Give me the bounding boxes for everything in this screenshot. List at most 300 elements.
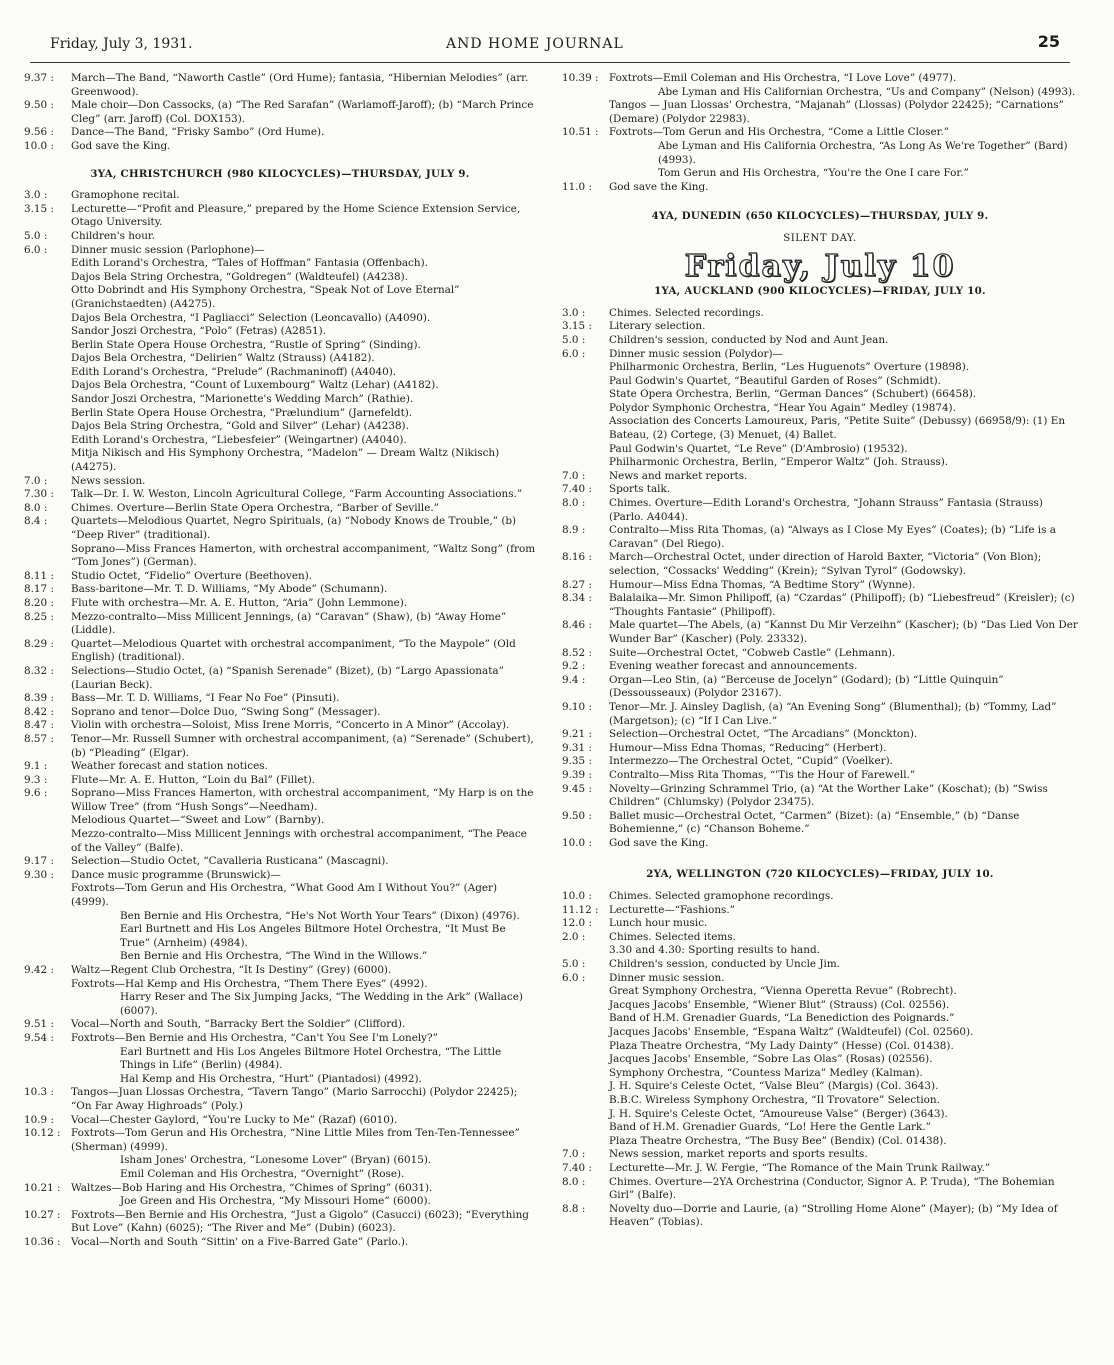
entry-text: Philharmonic Orchestra, Berlin, “Emperor Waltz” (Joh. Strauss). bbox=[609, 456, 949, 469]
program-entry bbox=[24, 1236, 536, 1250]
program-entry bbox=[24, 597, 536, 611]
entry-text: Studio Octet, “Fidelio” Overture (Beethoven). bbox=[71, 569, 313, 582]
entry-text: Edith Lorand's Orchestra, “Prelude” (Rachmaninoff) (A4040). bbox=[71, 365, 397, 378]
entry-time: 8.42 : bbox=[24, 705, 54, 718]
entry-text: Paul Godwin's Quartet, “Beautiful Garden of Roses” (Schmidt). bbox=[609, 374, 941, 387]
entry-time: 9.50 : bbox=[562, 809, 592, 822]
entry-text: Dajos Bela String Orchestra, “Gold and Silver” (Lehar) (A4238). bbox=[71, 420, 409, 433]
program-entry bbox=[24, 882, 536, 909]
entry-time bbox=[24, 284, 71, 311]
entry-text: Children's session, conducted by Uncle Jim. bbox=[609, 958, 840, 971]
program-entry bbox=[562, 999, 1078, 1013]
listing-2ya bbox=[562, 890, 1078, 1230]
entry-text: Violin with orchestra—Soloist, Miss Irene Morris, “Concerto in A Minor” (Accolay). bbox=[71, 719, 510, 732]
entry-text: Sports talk. bbox=[609, 483, 671, 496]
right-column bbox=[562, 72, 1078, 1230]
program-entry bbox=[562, 307, 1078, 321]
entry-time: 10.27 : bbox=[24, 1208, 61, 1221]
program-entry bbox=[24, 257, 536, 271]
section-heading-1ya: 1YA, AUCKLAND (900 KILOCYCLES)—FRIDAY, JULY 10. bbox=[654, 285, 986, 298]
entry-text: Dajos Bela Orchestra, “Delirien” Waltz (Strauss) (A4182). bbox=[71, 352, 375, 365]
entry-text: Ben Bernie and His Orchestra, “He's Not Worth Your Tears” (Dixon) (4976). bbox=[120, 909, 520, 922]
entry-time bbox=[24, 882, 71, 909]
entry-text: Contralto—Miss Rita Thomas, “'Tis the Hour of Farewell.” bbox=[609, 768, 916, 781]
entry-time: 8.39 : bbox=[24, 692, 54, 705]
entry-time bbox=[562, 1026, 609, 1040]
entry-text: Quartets—Melodious Quartet, Negro Spirituals, (a) “Nobody Knows de Trouble,” (b) “Deep River” (traditional). bbox=[71, 515, 517, 541]
entry-text: Dajos Bela Orchestra, “I Pagliacci” Selection (Leoncavallo) (A4090). bbox=[71, 311, 431, 324]
program-entry bbox=[562, 755, 1078, 769]
program-entry bbox=[24, 1018, 536, 1032]
entry-text: B.B.C. Wireless Symphony Orchestra, “Il Trovatore” Selection. bbox=[609, 1093, 940, 1106]
entry-text: Chimes. Overture—Berlin State Opera Orchestra, “Barber of Seville.” bbox=[71, 501, 439, 514]
entry-text: Gramophone recital. bbox=[71, 189, 180, 202]
entry-time bbox=[24, 420, 71, 434]
entry-time: 8.32 : bbox=[24, 664, 54, 677]
program-entry bbox=[24, 910, 536, 924]
entry-time: 11.0 : bbox=[562, 180, 592, 193]
program-entry bbox=[562, 647, 1078, 661]
entry-time: 8.11 : bbox=[24, 569, 54, 582]
entry-time bbox=[562, 402, 609, 416]
program-entry bbox=[562, 483, 1078, 497]
entry-time bbox=[562, 1040, 609, 1054]
program-entry bbox=[562, 1053, 1078, 1067]
entry-text: Melodious Quartet—“Sweet and Low” (Barnby). bbox=[71, 814, 325, 827]
entry-time: 8.4 : bbox=[24, 515, 48, 528]
program-entry bbox=[562, 375, 1078, 389]
entry-text: Quartet—Melodious Quartet with orchestral accompaniment, “To the Maypole” (Old English) (traditional). bbox=[71, 637, 516, 664]
program-entry bbox=[24, 244, 536, 258]
day-title: Friday, July 10 bbox=[684, 248, 956, 284]
program-entry bbox=[24, 230, 536, 244]
program-entry bbox=[24, 1209, 536, 1236]
entry-time: 8.46 : bbox=[562, 619, 592, 632]
entry-time: 9.50 : bbox=[24, 99, 54, 112]
program-entry bbox=[24, 1073, 536, 1087]
entry-time bbox=[24, 312, 71, 326]
entry-time: 3.15 : bbox=[562, 320, 592, 333]
entry-text: Literary selection. bbox=[609, 320, 706, 333]
program-entry bbox=[562, 388, 1078, 402]
entry-text: Sandor Joszi Orchestra, “Marionette's Wedding March” (Rathie). bbox=[71, 393, 414, 406]
entry-time: 7.40 : bbox=[562, 483, 592, 496]
program-entry bbox=[562, 99, 1078, 126]
program-entry bbox=[562, 320, 1078, 334]
entry-time: 9.21 : bbox=[562, 728, 592, 741]
entry-time: 9.4 : bbox=[562, 673, 586, 686]
entry-time: 8.17 : bbox=[24, 583, 54, 596]
entry-time: 9.45 : bbox=[562, 782, 592, 795]
entry-time bbox=[562, 1135, 609, 1149]
entry-time bbox=[24, 828, 71, 855]
program-entry bbox=[24, 774, 536, 788]
program-entry bbox=[562, 86, 1078, 100]
entry-text: Jacques Jacobs' Ensemble, “Espana Waltz” (Waldteufel) (Col. 02560). bbox=[609, 1026, 974, 1038]
entry-time bbox=[562, 415, 609, 442]
program-entry bbox=[24, 706, 536, 720]
program-entry bbox=[24, 665, 536, 692]
program-entry bbox=[24, 447, 536, 474]
program-entry bbox=[24, 1195, 536, 1209]
entry-time bbox=[562, 1094, 609, 1108]
entry-time: 8.0 : bbox=[562, 1175, 586, 1188]
entry-time bbox=[562, 999, 609, 1013]
program-entry bbox=[562, 810, 1078, 837]
entry-text: Dance music programme (Brunswick)— bbox=[71, 868, 281, 881]
program-entry bbox=[24, 393, 536, 407]
journal-title: AND HOME JOURNAL bbox=[446, 36, 624, 52]
program-entry bbox=[24, 543, 536, 570]
entry-text: Soprano—Miss Frances Hamerton, with orchestral accompaniment, “Waltz Song” (from “Tom Jones”) (German). bbox=[71, 542, 536, 569]
entry-time bbox=[562, 944, 609, 958]
entry-text: Foxtrots—Tom Gerun and His Orchestra, “Nine Little Miles from Ten-Ten-Tennessee” (Sherman) (4999). bbox=[71, 1127, 520, 1153]
entry-text: March—Orchestral Octet, under direction of Harold Baxter, “Victoria” (Von Blon); selection, “Cossacks' Wedding” (Krein); “Sylvan Tyrol” (Godowsky). bbox=[609, 551, 1042, 577]
program-entry bbox=[562, 470, 1078, 484]
entry-text: Berlin State Opera House Orchestra, “Rustle of Spring” (Sinding). bbox=[71, 338, 421, 351]
entry-text: Emil Coleman and His Orchestra, “Overnight” (Rose). bbox=[120, 1167, 405, 1180]
entry-text: Talk—Dr. I. W. Weston, Lincoln Agricultural College, “Farm Accounting Associations.” bbox=[71, 488, 523, 501]
program-entry bbox=[24, 420, 536, 434]
program-entry bbox=[562, 1176, 1078, 1203]
program-entry bbox=[24, 1114, 536, 1128]
program-entry bbox=[562, 931, 1078, 945]
entry-text: Chimes. Selected recordings. bbox=[609, 306, 764, 319]
program-entry bbox=[24, 855, 536, 869]
entry-time bbox=[24, 325, 71, 339]
entry-text: Chimes. Selected gramophone recordings. bbox=[609, 890, 834, 903]
entry-text: Lecturette—Mr. J. W. Fergie, “The Romance of the Main Trunk Railway.” bbox=[609, 1161, 991, 1174]
entry-time bbox=[24, 352, 71, 366]
entry-text: Lunch hour music. bbox=[609, 917, 708, 930]
program-entry bbox=[562, 167, 1078, 181]
program-entry bbox=[24, 502, 536, 516]
entry-text: Jacques Jacobs' Ensemble, “Sobre Las Olas” (Rosas) (02556). bbox=[609, 1053, 933, 1066]
program-entry bbox=[562, 402, 1078, 416]
program-entry bbox=[24, 760, 536, 774]
entry-time bbox=[24, 339, 71, 353]
program-entry bbox=[562, 1121, 1078, 1135]
entry-text: Organ—Leo Stin, (a) “Berceuse de Jocelyn” (Godard); (b) “Little Quinquin” (Dessousseaux) (Polydor 23167). bbox=[609, 673, 1004, 700]
entry-time bbox=[24, 366, 71, 380]
program-entry bbox=[24, 72, 536, 99]
program-entry bbox=[24, 366, 536, 380]
entry-text: Vocal—North and South “Sittin' on a Five-Barred Gate” (Parlo.). bbox=[71, 1235, 409, 1248]
program-entry bbox=[24, 1154, 536, 1168]
program-entry bbox=[562, 1067, 1078, 1081]
program-entry bbox=[562, 769, 1078, 783]
entry-time: 6.0 : bbox=[24, 243, 48, 256]
entry-time: 6.0 : bbox=[562, 971, 586, 984]
program-entry bbox=[562, 660, 1078, 674]
program-entry bbox=[24, 814, 536, 828]
program-entry bbox=[24, 434, 536, 448]
program-entry bbox=[562, 415, 1078, 442]
entry-text: Great Symphony Orchestra, “Vienna Operetta Revue” (Robrecht). bbox=[609, 985, 957, 998]
program-entry bbox=[24, 488, 536, 502]
entry-text: Foxtrots—Hal Kemp and His Orchestra, “Them There Eyes” (4992). bbox=[71, 977, 428, 990]
entry-time bbox=[562, 456, 609, 470]
entry-text: J. H. Squire's Celeste Octet, “Valse Bleu” (Margis) (Col. 3643). bbox=[609, 1080, 939, 1093]
entry-time bbox=[562, 985, 609, 999]
entry-text: Evening weather forecast and announcements. bbox=[609, 660, 858, 673]
entry-time bbox=[24, 910, 71, 924]
entry-time: 9.6 : bbox=[24, 787, 48, 800]
entry-time: 12.0 : bbox=[562, 917, 592, 930]
entry-time bbox=[562, 1067, 609, 1081]
entry-text: Novelty—Grinzing Schrammel Trio, (a) “At the Worther Lake” (Koschat); (b) “Swiss Children” (Chlumsky) (Polydor 23475). bbox=[609, 782, 1048, 809]
entry-time bbox=[24, 923, 71, 950]
entry-text: Polydor Symphonic Orchestra, “Hear You Again” Medley (19874). bbox=[609, 401, 956, 414]
entry-text: Contralto—Miss Rita Thomas, (a) “Always as I Close My Eyes” (Coates); (b) “Life is a Caravan” (Del Riego). bbox=[609, 524, 1056, 550]
entry-text: Dinner music session. bbox=[609, 971, 725, 984]
entry-time: 8.9 : bbox=[562, 524, 586, 537]
entry-time bbox=[562, 167, 609, 181]
entry-text: Vocal—North and South, “Barracky Bert the Soldier” (Clifford). bbox=[71, 1018, 406, 1031]
program-entry bbox=[24, 475, 536, 489]
entry-text: Soprano—Miss Frances Hamerton, with orchestral accompaniment, “My Harp is on the Willow Tree” (from “Hush Songs”—Needham). bbox=[71, 787, 534, 813]
entry-text: Tangos—Juan Llossas Orchestra, “Tavern Tango” (Mario Sarrocchi) (Polydor 22425); “On Far Away Highroads” (Poly.) bbox=[71, 1086, 518, 1112]
program-entry bbox=[562, 1040, 1078, 1054]
entry-text: J. H. Squire's Celeste Octet, “Amoureuse Valse” (Berger) (3643). bbox=[609, 1107, 948, 1120]
page-number: 25 bbox=[1037, 32, 1060, 51]
entry-time bbox=[562, 443, 609, 457]
entry-text: Flute—Mr. A. E. Hutton, “Loin du Bal” (Fillet). bbox=[71, 773, 316, 786]
entry-text: Sandor Joszi Orchestra, “Polo” (Fetras) (A2851). bbox=[71, 325, 327, 338]
entry-time: 9.35 : bbox=[562, 755, 592, 768]
entry-time: 9.51 : bbox=[24, 1018, 54, 1031]
entry-text: Abe Lyman and His Californian Orchestra, “Us and Company” (Nelson) (4993). bbox=[658, 85, 1076, 98]
entry-text: Band of H.M. Grenadier Guards, “Lo! Here the Gentle Lark.” bbox=[609, 1121, 931, 1134]
entry-text: Foxtrots—Tom Gerun and His Orchestra, “What Good Am I Without You?” (Ager) (4999). bbox=[71, 882, 498, 909]
entry-text: Balalaika—Mr. Simon Philipoff, (a) “Czardas” (Philipoff); (b) “Liebesfreud” (Kreisler); (c) “Thoughts Fantasie” (Philipoff). bbox=[609, 592, 1075, 618]
entry-text: Children's session, conducted by Nod and Aunt Jean. bbox=[609, 333, 889, 346]
entry-time bbox=[562, 1053, 609, 1067]
entry-time: 9.17 : bbox=[24, 855, 54, 868]
entry-text: Tangos — Juan Llossas' Orchestra, “Majanah” (Llossas) (Polydor 22425); “Carnations” (Demare) (Polydor 22983). bbox=[609, 99, 1064, 125]
entry-time: 8.20 : bbox=[24, 596, 54, 609]
entry-text: Otto Dobrindt and His Symphony Orchestra, “Speak Not of Love Eternal” (Granichstaedten) (A4275). bbox=[71, 284, 460, 310]
section-heading-4ya: 4YA, DUNEDIN (650 KILOCYCLES)—THURSDAY, JULY 9. bbox=[651, 210, 989, 223]
entry-time: 10.0 : bbox=[24, 139, 54, 152]
entry-text: Humour—Miss Edna Thomas, “Reducing” (Herbert). bbox=[609, 741, 887, 754]
entry-text: Edith Lorand's Orchestra, “Tales of Hoffman” Fantasia (Offenbach). bbox=[71, 257, 428, 270]
entry-time bbox=[24, 271, 71, 285]
entry-time: 8.47 : bbox=[24, 719, 54, 732]
entry-time bbox=[24, 1168, 71, 1182]
entry-text: Earl Burtnett and His Los Angeles Biltmore Hotel Orchestra, “The Little Things in Life” (Berlin) (4984). bbox=[120, 1045, 502, 1072]
entry-text: Mezzo-contralto—Miss Millicent Jennings with orchestral accompaniment, “The Peace of the Valley” (Balfe). bbox=[71, 828, 527, 854]
program-entry bbox=[24, 325, 536, 339]
entry-time bbox=[24, 447, 71, 474]
program-entry bbox=[24, 1086, 536, 1113]
entry-time bbox=[24, 950, 71, 964]
program-entry bbox=[24, 352, 536, 366]
entry-text: Foxtrots—Ben Bernie and His Orchestra, “Can't You See I'm Lonely?” bbox=[71, 1031, 438, 1044]
program-entry bbox=[562, 456, 1078, 470]
entry-time: 10.3 : bbox=[24, 1086, 54, 1099]
program-entry bbox=[562, 140, 1078, 167]
program-entry bbox=[24, 407, 536, 421]
program-entry bbox=[24, 379, 536, 393]
program-entry bbox=[562, 497, 1078, 524]
entry-time: 6.0 : bbox=[562, 347, 586, 360]
program-entry bbox=[562, 126, 1078, 140]
listing-1ya bbox=[562, 307, 1078, 851]
entry-time bbox=[24, 1195, 71, 1209]
entry-text: Hal Kemp and His Orchestra, “Hurt” (Piantadosi) (4992). bbox=[120, 1072, 422, 1085]
entry-text: Vocal—Chester Gaylord, “You're Lucky to Me” (Razaf) (6010). bbox=[71, 1113, 398, 1126]
entry-text: Tenor—Mr. Russell Sumner with orchestral accompaniment, (a) “Serenade” (Schubert), (b) “Pleading” (Elgar). bbox=[71, 732, 534, 759]
entry-text: Male choir—Don Cassocks, (a) “The Red Sarafan” (Warlamoff-Jaroff); (b) “March Prince Cleg” (arr. Jaroff) (Col. DOX153). bbox=[71, 99, 534, 125]
entry-text: March—The Band, “Naworth Castle” (Ord Hume); fantasia, “Hibernian Melodies” (arr. Greenwood). bbox=[71, 72, 529, 98]
entry-time: 9.2 : bbox=[562, 660, 586, 673]
entry-text: Children's hour. bbox=[71, 229, 156, 242]
section-heading-2ya: 2YA, WELLINGTON (720 KILOCYCLES)—FRIDAY, JULY 10. bbox=[646, 868, 994, 881]
program-entry bbox=[24, 828, 536, 855]
entry-text: Edith Lorand's Orchestra, “Liebesfeier” (Weingartner) (A4040). bbox=[71, 433, 407, 446]
program-entry bbox=[562, 917, 1078, 931]
program-entry bbox=[24, 1046, 536, 1073]
entry-time: 7.0 : bbox=[562, 469, 586, 482]
program-entry bbox=[24, 1182, 536, 1196]
entry-time bbox=[562, 86, 609, 100]
program-entry bbox=[562, 1135, 1078, 1149]
entry-time: 9.1 : bbox=[24, 760, 48, 773]
program-entry bbox=[24, 271, 536, 285]
entry-text: Suite—Orchestral Octet, “Cobweb Castle” (Lehmann). bbox=[609, 646, 896, 659]
entry-text: Dajos Bela Orchestra, “Count of Luxembourg” Waltz (Lehar) (A4182). bbox=[71, 379, 439, 392]
entry-time: 10.21 : bbox=[24, 1181, 61, 1194]
entry-time: 8.27 : bbox=[562, 578, 592, 591]
entry-time bbox=[562, 1121, 609, 1135]
entry-time bbox=[24, 814, 71, 828]
entry-text: Association des Concerts Lamoureux, Paris, “Petite Suite” (Debussy) (66958/9): (1) En Bateau, (2) Cortege, (3) Menuet, (4) Ballet. bbox=[609, 415, 1066, 442]
entry-text: Ben Bernie and His Orchestra, “The Wind in the Willows.” bbox=[120, 950, 428, 963]
entry-text: Selection—Studio Octet, “Cavalleria Rusticana” (Mascagni). bbox=[71, 855, 389, 868]
entry-time bbox=[24, 393, 71, 407]
entry-time: 2.0 : bbox=[562, 930, 586, 943]
entry-text: Bass—Mr. T. D. Williams, “I Fear No Foe” (Pinsuti). bbox=[71, 692, 340, 705]
entry-time: 8.8 : bbox=[562, 1202, 586, 1215]
entry-time bbox=[24, 379, 71, 393]
entry-text: God save the King. bbox=[609, 836, 709, 849]
program-entry bbox=[562, 334, 1078, 348]
program-entry bbox=[24, 923, 536, 950]
entry-text: Dinner music session (Parlophone)— bbox=[71, 243, 265, 256]
program-entry bbox=[562, 944, 1078, 958]
program-entry bbox=[24, 950, 536, 964]
entry-time bbox=[562, 388, 609, 402]
entry-time bbox=[562, 1080, 609, 1094]
program-entry bbox=[562, 348, 1078, 362]
entry-text: Tom Gerun and His Orchestra, “You're the One I care For.” bbox=[658, 167, 969, 180]
entry-time: 9.42 : bbox=[24, 964, 54, 976]
program-entry bbox=[562, 742, 1078, 756]
program-entry bbox=[562, 985, 1078, 999]
program-entry bbox=[562, 551, 1078, 578]
page-header bbox=[50, 32, 1060, 58]
entry-time: 8.0 : bbox=[562, 497, 586, 510]
entry-text: Weather forecast and station notices. bbox=[71, 760, 268, 773]
program-entry bbox=[562, 1012, 1078, 1026]
program-entry bbox=[562, 1080, 1078, 1094]
program-entry bbox=[24, 126, 536, 140]
entry-time: 10.12 : bbox=[24, 1127, 61, 1140]
program-entry bbox=[24, 284, 536, 311]
entry-time bbox=[562, 1108, 609, 1122]
entry-time: 9.10 : bbox=[562, 700, 592, 713]
program-entry bbox=[562, 674, 1078, 701]
entry-time: 3.0 : bbox=[24, 189, 48, 202]
entry-time: 9.3 : bbox=[24, 773, 48, 786]
entry-time: 10.36 : bbox=[24, 1235, 61, 1248]
program-entry bbox=[562, 72, 1078, 86]
entry-text: Earl Burtnett and His Los Angeles Biltmore Hotel Orchestra, “It Must Be True” (Arnheim) (4984). bbox=[120, 923, 506, 949]
entry-time: 9.30 : bbox=[24, 868, 54, 881]
entry-text: Philharmonic Orchestra, Berlin, “Les Huguenots” Overture (19898). bbox=[609, 361, 970, 374]
entry-time: 5.0 : bbox=[562, 333, 586, 346]
program-entry bbox=[24, 719, 536, 733]
program-entry bbox=[562, 619, 1078, 646]
program-entry bbox=[24, 1127, 536, 1154]
listing-3ya bbox=[24, 189, 536, 1249]
entry-text: Mitja Nikisch and His Symphony Orchestra, “Madelon” — Dream Waltz (Nikisch) (A4275). bbox=[71, 447, 500, 474]
entry-text: Selections—Studio Octet, (a) “Spanish Serenade” (Bizet), (b) “Largo Apassionata” (Laurian Beck). bbox=[71, 664, 504, 691]
entry-time bbox=[24, 543, 71, 570]
entry-time bbox=[24, 407, 71, 421]
entry-text: News and market reports. bbox=[609, 469, 748, 482]
program-entry bbox=[24, 991, 536, 1018]
entry-time: 7.40 : bbox=[562, 1161, 592, 1174]
entry-time: 10.9 : bbox=[24, 1113, 54, 1126]
program-entry bbox=[24, 692, 536, 706]
entry-time: 8.0 : bbox=[24, 501, 48, 514]
program-entry bbox=[24, 515, 536, 542]
continued-listings bbox=[24, 72, 536, 154]
program-entry bbox=[562, 701, 1078, 728]
program-entry bbox=[562, 783, 1078, 810]
entry-text: Dance—The Band, “Frisky Sambo” (Ord Hume). bbox=[71, 126, 325, 139]
program-entry bbox=[562, 1162, 1078, 1176]
entry-text: Male quartet—The Abels, (a) “Kannst Du Mir Verzeihn” (Kascher); (b) “Das Lied Von Der Wunder Bar” (Kascher) (Poly. 23332). bbox=[609, 619, 1078, 645]
entry-time bbox=[24, 1073, 71, 1087]
program-entry bbox=[562, 958, 1078, 972]
entry-text: Bass-baritone—Mr. T. D. Williams, “My Abode” (Schumann). bbox=[71, 583, 388, 596]
program-entry bbox=[24, 189, 536, 203]
entry-text: Chimes. Overture—2YA Orchestrina (Conductor, Signor A. P. Truda), “The Bohemian Girl” (Balfe). bbox=[609, 1175, 1055, 1202]
entry-time: 8.57 : bbox=[24, 732, 54, 745]
entry-text: Foxtrots—Ben Bernie and His Orchestra, “Just a Gigolo” (Casucci) (6023); “Everything But Love” (Kahn) (6025); “The River and Me” (Dubin) (6023). bbox=[71, 1208, 529, 1235]
entry-time bbox=[24, 1046, 71, 1073]
program-entry bbox=[24, 1032, 536, 1046]
entry-text: God save the King. bbox=[71, 139, 171, 152]
entry-text: Symphony Orchestra, “Countess Mariza” Medley (Kalman). bbox=[609, 1066, 923, 1079]
program-entry bbox=[562, 972, 1078, 986]
program-entry bbox=[24, 733, 536, 760]
program-entry bbox=[24, 1168, 536, 1182]
entry-text: Paul Godwin's Quartet, “Le Reve” (D'Ambrosio) (19532). bbox=[609, 442, 908, 455]
program-entry bbox=[24, 638, 536, 665]
entry-time: 9.37 : bbox=[24, 72, 54, 84]
silent-day-note: SILENT DAY. bbox=[783, 232, 857, 244]
entry-text: Waltzes—Bob Haring and His Orchestra, “Chimes of Spring” (6031). bbox=[71, 1181, 433, 1194]
entry-time: 10.0 : bbox=[562, 890, 592, 903]
entry-text: God save the King. bbox=[609, 180, 709, 193]
entry-text: Foxtrots—Tom Gerun and His Orchestra, “Come a Little Closer.” bbox=[609, 126, 950, 139]
entry-time bbox=[24, 257, 71, 271]
program-entry bbox=[24, 312, 536, 326]
